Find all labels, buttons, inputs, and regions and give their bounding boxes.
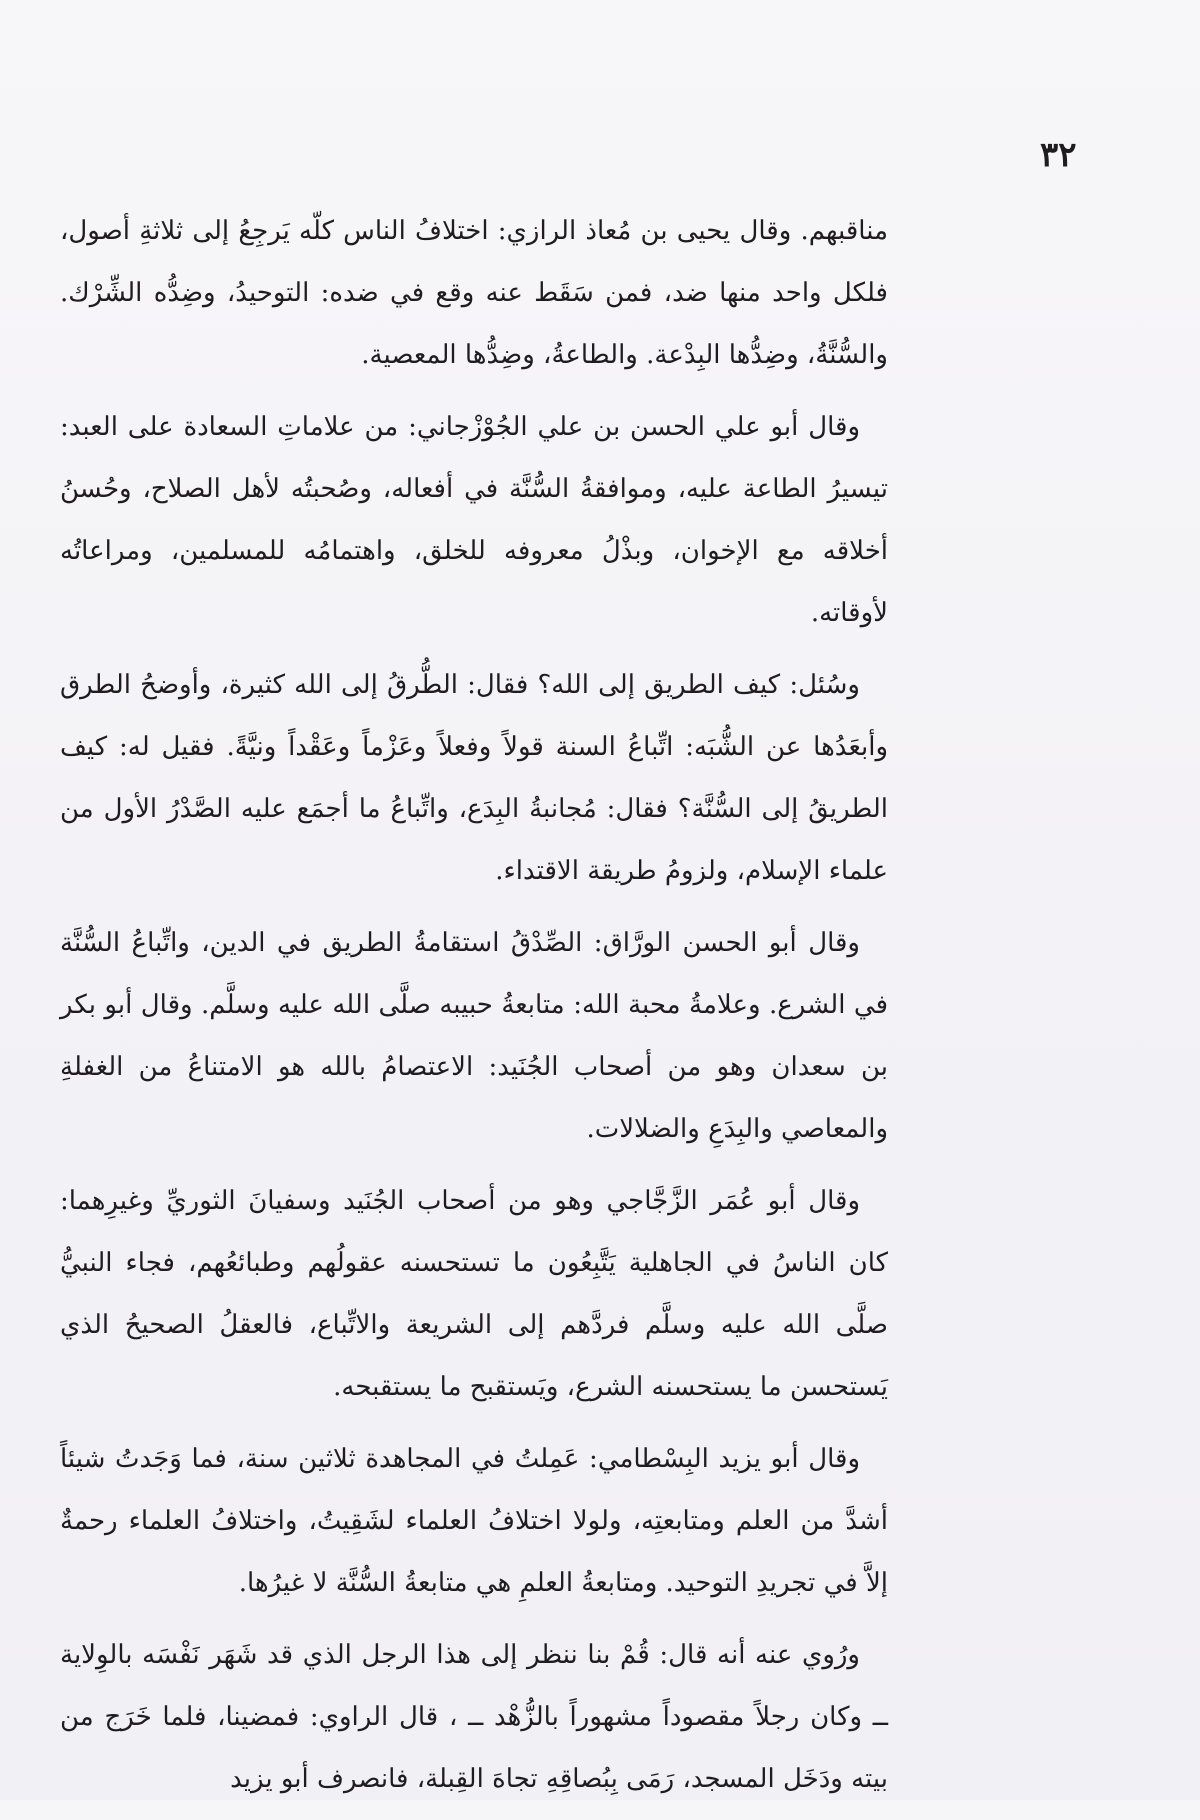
paragraph-5: وقال أبو عُمَر الزَّجَّاجي وهو من أصحاب الجُنَيد وسفيانَ الثوريِّ وغيرِهما: كان الناسُ في الجاهلية يَتَّبِعُون ما تستحسنه عقولُهم وطبائعُهم، فجاء النبيُّ صلَّى الله عليه وسلَّم فردَّهم إلى الشريعة والاتِّباع، فالعقلُ الصحيحُ الذي يَستحسن ما يستحسنه الشرع، ويَستقبح ما يستقبحه.	[60, 1186, 888, 1402]
paragraph-4: وقال أبو الحسن الورَّاق: الصِّدْقُ استقامةُ الطريق في الدين، واتِّباعُ السُّنَّة في الشرع. وعلامةُ محبة الله: متابعةُ حبيبه صلَّى الله عليه وسلَّم. وقال أبو بكر بن سعدان وهو من أصحاب الجُنَيد: الاعتصامُ بالله هو الامتناعُ من الغفلةِ والمعاصي والبِدَعِ والضلالات.	[60, 928, 888, 1144]
paragraph-1: مناقبهم. وقال يحيى بن مُعاذ الرازي: اختلافُ الناس كلّه يَرجِعُ إلى ثلاثةِ أصول، فلكل واحد منها ضد، فمن سَقَط عنه وقع في ضده: التوحيدُ، وضِدُّه الشِّرْك. والسُّنَّةُ، وضِدُّها البِدْعة. والطاعةُ، وضِدُّها المعصية.	[60, 216, 888, 370]
paragraph-6: وقال أبو يزيد البِسْطامي: عَمِلتُ في المجاهدة ثلاثين سنة، فما وَجَدتُ شيئاً أشدَّ من العلم ومتابعتِه، ولولا اختلافُ العلماء لشَقِيتُ، واختلافُ العلماء رحمةٌ إلاَّ في تجريدِ التوحيد. ومتابعةُ العلمِ هي متابعةُ السُّنَّة لا غيرُها.	[60, 1444, 888, 1598]
page-body-text	[60, 200, 888, 1820]
paragraph-3: وسُئل: كيف الطريق إلى الله؟ فقال: الطُّرقُ إلى الله كثيرة، وأوضحُ الطرق وأبعَدُها عن الشُّبَه: اتِّباعُ السنة قولاً وفعلاً وعَزْماً وعَقْداً ونيَّةً. فقيل له: كيف الطريقُ إلى السُّنَّة؟ فقال: مُجانبةُ البِدَع، واتِّباعُ ما أجمَع عليه الصَّدْرُ الأول من علماء الإسلام، ولزومُ طريقة الاقتداء.	[60, 670, 888, 886]
paragraph-2: وقال أبو علي الحسن بن علي الجُوْزْجاني: من علاماتِ السعادة على العبد: تيسيرُ الطاعة عليه، وموافقةُ السُّنَّة في أفعاله، وصُحبتُه لأهل الصلاح، وحُسنُ أخلاقه مع الإخوان، وبذْلُ معروفه للخلق، واهتمامُه للمسلمين، ومراعاتُه لأوقاته.	[60, 412, 888, 628]
paragraph-7: ورُوي عنه أنه قال: قُمْ بنا ننظر إلى هذا الرجل الذي قد شَهَر نَفْسَه بالوِلاية ــ وكان رجلاً مقصوداً مشهوراً بالزُّهْد ــ ، قال الراوي: فمضينا، فلما خَرَج من بيته ودَخَل المسجد، رَمَى بِبُصاقِهِ تجاهَ القِبلة، فانصرف أبو يزيد	[60, 1640, 888, 1794]
page-number: ٣٢	[1040, 135, 1077, 175]
